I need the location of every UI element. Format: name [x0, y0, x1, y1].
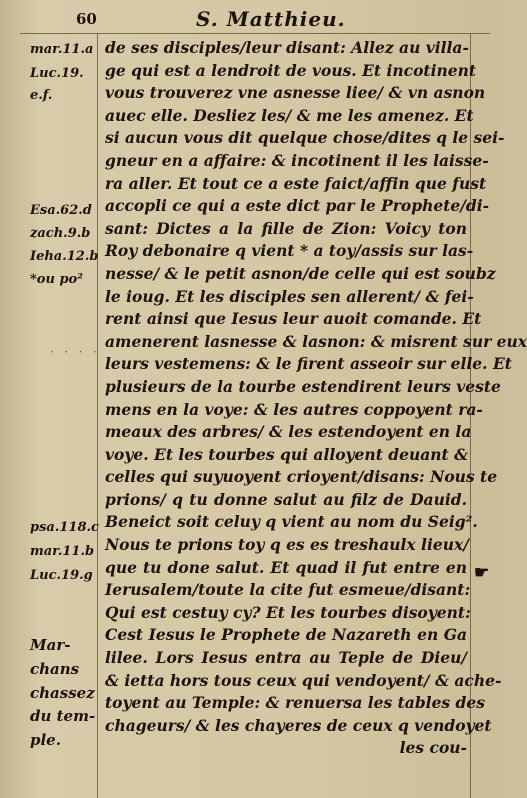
body-text	[105, 37, 527, 760]
text-line: Beneict soit celuy q vient au nom du Seig².	[105, 512, 478, 532]
margin-note: Ieha.12.b	[30, 249, 99, 264]
text-line: rent ainsi que Iesus leur auoit comande. Et	[105, 309, 482, 329]
text-line: leurs vestemens: & le firent asseoir sur elle. Et	[105, 354, 512, 374]
text-line: meaux des arbres/ & les estendoyent en la	[105, 422, 472, 442]
text-line: toyent au Temple: & renuersa les tables des	[105, 693, 485, 713]
page-number: 60	[76, 10, 97, 28]
text-line: amenerent lasnesse & lasnon: & misrent sur eux	[105, 331, 527, 351]
text-line: Cest Iesus le Prophete de Nazareth en Ga	[105, 625, 467, 645]
margin-note: chassez	[30, 684, 95, 702]
margin-note: zach.9.b	[30, 226, 91, 241]
text-line: Qui est cestuy cy? Et les tourbes disoyent:	[105, 602, 471, 622]
catchword: les cou-	[399, 738, 467, 758]
text-line: lilee. Lors Iesus entra au Teple de Dieu/	[105, 648, 467, 668]
text-line: plusieurs de la tourbe estendirent leurs veste	[105, 376, 501, 396]
margin-note: *ou po²	[30, 272, 83, 287]
margin-note: chans	[30, 660, 80, 678]
text-line: accopli ce qui a este dict par le Prophete/di-	[105, 196, 490, 216]
margin-note: Esa.62.d	[30, 203, 92, 218]
text-line: Ierusalem/toute la cite fut esmeue/disant:	[105, 580, 471, 600]
text-line: de ses disciples/leur disant: Allez au villa-	[105, 38, 469, 57]
text-line: Nous te prions toy q es es treshaulx lieux/	[105, 535, 469, 555]
text-line: & ietta hors tous ceux qui vendoyent/ & ache-	[105, 670, 502, 690]
text-line: chageurs/ & les chayeres de ceux q vendoyet	[105, 715, 492, 735]
margin-note: e.f.	[30, 88, 53, 103]
text-line: mens en la voye: & les autres coppoyent ra-	[105, 399, 483, 419]
text-line: ge qui est a lendroit de vous. Et incotinent	[105, 60, 477, 80]
margin-note: psa.118.c	[30, 520, 99, 535]
margin-note: du tem-	[30, 707, 96, 725]
text-line: celles qui suyuoyent crioyent/disans: Nous te	[105, 467, 498, 487]
margin-note: Luc.19.	[30, 66, 84, 81]
running-head: S. Matthieu.	[196, 7, 346, 31]
text-line: gneur en a affaire: & incotinent il les laisse-	[105, 150, 489, 170]
text-line: Roy debonaire q vient * a toy/assis sur las-	[105, 241, 474, 261]
text-line: sant: Dictes a la fille de Zion: Voicy ton	[105, 218, 467, 238]
text-line: que tu done salut. Et quad il fut entre en	[105, 557, 467, 577]
margin-ornament: · · · ·	[50, 345, 100, 360]
text-line: vous trouverez vne asnesse liee/ & vn asnon	[105, 83, 486, 103]
text-line: voye. Et les tourbes qui alloyent deuant &	[105, 444, 469, 464]
text-line: auec elle. Desliez les/ & me les amenez. Et	[105, 105, 474, 125]
manicule-icon: ☛	[474, 563, 490, 583]
margin-note: ple.	[30, 731, 61, 749]
text-line: le ioug. Et les disciples sen allerent/ & fei-	[105, 286, 474, 306]
margin-note: Mar-	[30, 636, 71, 654]
page-header	[0, 6, 500, 32]
text-line: ra aller. Et tout ce a este faict/affin que fust	[105, 173, 487, 193]
text-line: nesse/ & le petit asnon/de celle qui est soubz	[105, 263, 496, 283]
text-line: prions/ q tu donne salut au filz de Dauid.	[105, 489, 467, 509]
margin-note: mar.11.a	[30, 42, 94, 57]
margin-note: Luc.19.g	[30, 568, 93, 583]
header-rule	[20, 33, 490, 34]
margin-note: mar.11.b	[30, 544, 95, 559]
text-line: si aucun vous dit quelque chose/dites q le sei-	[105, 128, 505, 148]
